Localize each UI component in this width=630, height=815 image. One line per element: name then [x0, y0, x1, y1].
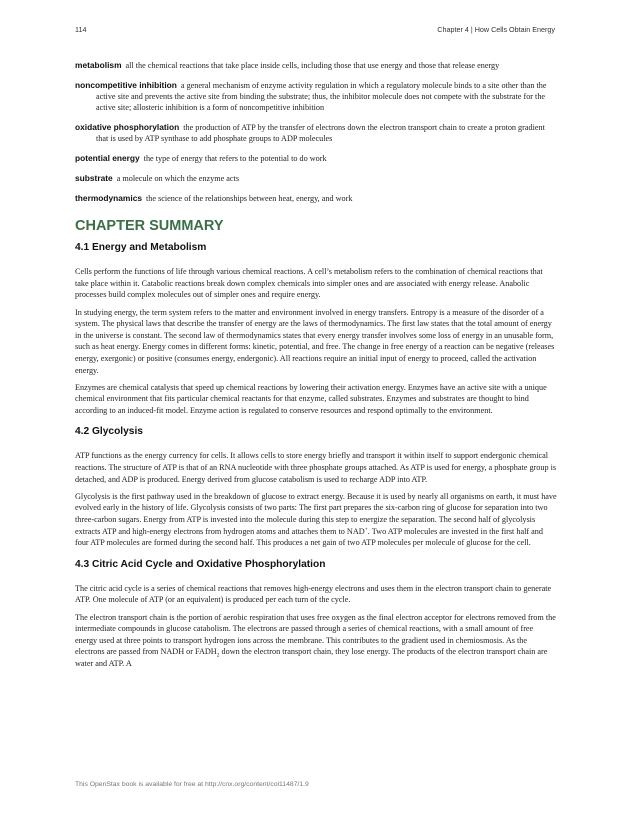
glossary-entry: [75, 122, 557, 145]
glossary-term: oxidative phosphorylation: [75, 122, 180, 133]
paragraph: [75, 612, 557, 670]
glossary-definition: the type of energy that refers to the potential to do work: [143, 154, 327, 164]
paragraph-text: down the electron transport chain, they lose energy. The products of the electron transport chain are water and ATP. A: [75, 647, 548, 668]
glossary-definition: all the chemical reactions that take place inside cells, including those that use energy and those that release energy: [125, 61, 500, 70]
section-heading: 4.2 Glycolysis: [75, 426, 143, 438]
page-number: 114: [75, 25, 87, 34]
subscript: 2: [216, 653, 220, 660]
paragraph: [75, 491, 557, 549]
paragraph: In studying energy, the term system refers to the matter and environment involved in energy transfers. Entropy is a measure of the disorder of a system. The physical laws that describe the transfer of energy are the laws of thermodynamics. The first law states that the total amount of energy in the universe is constant. The second law of thermodynamics states that every energy transfer involves some loss of energy in an unusable form, such as heat energy. Energy comes in different forms: kinetic, potential, and free. The change in free energy of a reaction can be negative (releases energy, exergonic) or positive (consumes energy, endergonic). All reactions require an initial input of energy to proceed, called the activation energy.: [75, 307, 555, 375]
page-header: [75, 25, 555, 37]
glossary-term: noncompetitive inhibition: [75, 79, 177, 90]
main-content: [75, 60, 557, 675]
section-heading: 4.1 Energy and Metabolism: [75, 242, 207, 254]
page-footer: This OpenStax book is available for free at http://cnx.org/content/col11487/1.9: [75, 781, 309, 788]
glossary-entry: [75, 80, 557, 114]
glossary-definition: a molecule on which the enzyme acts: [116, 174, 240, 184]
glossary-term: metabolism: [75, 60, 122, 70]
paragraph: ATP functions as the energy currency for cells. It allows cells to store energy briefly and transport it within itself to support endergonic chemical reactions. The structure of ATP is that of an RNA nucleotide with three phosphate groups attached. As ATP is used for energy, a phosphate group is detached, and ADP is produced. Energy derived from glucose catabolism is used to recharge ADP into ATP.: [75, 451, 557, 484]
glossary-term: thermodynamics: [75, 192, 143, 203]
paragraph: Enzymes are chemical catalysts that speed up chemical reactions by lowering their activation energy. Enzymes have an active site with a unique chemical environment that fits particular chemical reactants for that enzyme, called substrates. Enzymes and substrates are thought to bind according to an induced-fit model. Enzyme action is regulated to conserve resources and respond optimally to the environment.: [75, 382, 547, 415]
superscript: +: [364, 525, 368, 532]
glossary-entry: [75, 193, 557, 204]
glossary-definition: the production of ATP by the transfer of electrons down the electron transport chain to create a proton gradient that is used by ATP synthase to add phosphate groups to ADP molecules: [96, 123, 545, 144]
paragraph-text: . Two ATP molecules are invested in the first half and four ATP molecules are formed during the second half. This produces a net gain of two ATP molecules per molecule of glucose for the cell.: [75, 526, 543, 548]
glossary-entry: [75, 173, 557, 184]
paragraph: The citric acid cycle is a series of chemical reactions that removes high-energy electrons and uses them in the electron transport chain to generate ATP. One molecule of ATP (or an equivalent) is produced per each turn of the cycle.: [75, 583, 552, 605]
paragraph: Cells perform the functions of life through various chemical reactions. A cell’s metabolism refers to the combination of chemical reactions that take place within it. Catabolic reactions break down complex chemicals into simpler ones and are associated with energy release. Anabolic processes build complex molecules out of simpler ones and require energy.: [75, 267, 543, 300]
paragraph-text: The electron transport chain is the portion of aerobic respiration that uses free oxygen as the final electron acceptor for electrons removed from the intermediate compounds in glucose catabolism. The electrons are passed through a series of chemical reactions, with a small amount of free energy used at three points to transport hydrogen ions across the membrane. This contributes to the gradient used in chemiosmosis. As the electrons are passed from NADH or FADH: [75, 612, 556, 657]
glossary-entry: [75, 153, 557, 164]
section-heading: 4.3 Citric Acid Cycle and Oxidative Phosphorylation: [75, 558, 326, 570]
glossary-term: potential energy: [75, 153, 140, 164]
glossary-definition: a general mechanism of enzyme activity regulation in which a regulatory molecule binds to a site other than the active site and prevents the active site from binding the substrate; thus, the inhibitor molecule does not compete with the substrate for the active site; allosteric inhibition is a form of noncompetitive inhibition: [96, 80, 547, 113]
glossary-term: substrate: [75, 173, 113, 184]
paragraph-text: Glycolysis is the first pathway used in the breakdown of glucose to extract energy. Because it is used by nearly all organisms on earth, it must have evolved early in the history of life. Glycolysis consists of two parts: The first part prepares the six-carbon ring of glucose for separation into two three-carbon sugars. Energy from ATP is invested into the molecule during this step to energize the separation. The second half of glycolysis extracts ATP and high-energy electrons from hydrogen atoms and attaches them to NAD: [75, 491, 557, 536]
glossary-definition: the science of the relationships between heat, energy, and work: [146, 193, 353, 203]
glossary: [75, 60, 557, 204]
chapter-title: Chapter 4 | How Cells Obtain Energy: [437, 25, 555, 34]
glossary-entry: [75, 60, 557, 71]
chapter-summary-title: CHAPTER SUMMARY: [75, 218, 224, 235]
